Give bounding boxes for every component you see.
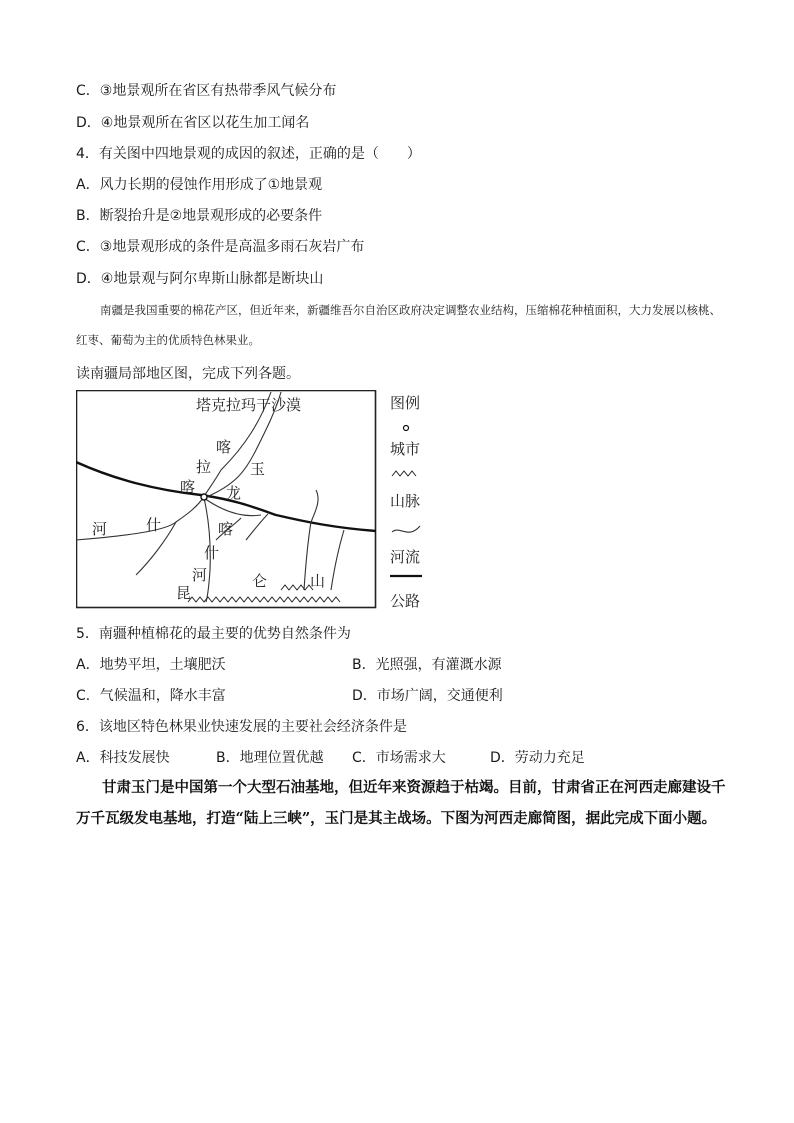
q5-stem: 5．南疆种植棉花的最主要的优势自然条件为 (76, 626, 351, 642)
q4-option-a: A．风力长期的侵蚀作用形成了①地景观 (76, 177, 323, 193)
label-shi-2: 什 (204, 544, 220, 562)
river-far-east (331, 530, 344, 590)
legend-mountain-label: 山脉 (390, 492, 421, 510)
q4-option-c: C．③地景观形成的条件是高温多雨石灰岩广布 (76, 239, 365, 255)
passage-yumen: 甘肃玉门是中国第一个大型石油基地，但近年来资源趋于枯竭。目前，甘肃省正在河西走廊建设千万千瓦级发电基地，打造“陆上三峡”，玉门是其主战场。下图为河西走廊简图，据此完成下面小题。 (76, 779, 726, 827)
label-kun: 昆 (176, 584, 192, 602)
legend-title: 图例 (390, 394, 421, 412)
legend-city-icon (404, 426, 409, 431)
q6-option-b: B．地理位置优越 (216, 750, 324, 766)
q5-option-a: A．地势平坦，土壤肥沃 (76, 657, 226, 673)
label-ka-3: 喀 (218, 520, 234, 538)
q6-stem: 6．该地区特色林果业快速发展的主要社会经济条件是 (76, 719, 407, 735)
label-long: 龙 (226, 484, 242, 502)
label-lun: 仑 (252, 572, 268, 590)
label-shan: 山 (310, 572, 326, 590)
legend-river-label: 河流 (390, 548, 421, 566)
river-branch3 (246, 514, 268, 540)
south-xinjiang-map (76, 390, 436, 612)
city-kashi-marker (201, 494, 207, 500)
legend-city-label: 城市 (390, 440, 421, 458)
map-title: 塔克拉玛干沙漠 (196, 396, 302, 414)
passage-cotton: 南疆是我国重要的棉花产区，但近年来，新疆维吾尔自治区政府决定调整农业结构，压缩棉花种植面积，大力发展以核桃、红枣、葡萄为主的优质特色林果业。 (76, 303, 721, 347)
legend-river-icon (392, 526, 420, 532)
label-he-2: 河 (192, 566, 208, 584)
label-he-1: 河 (92, 520, 108, 538)
q6-option-d: D．劳动力充足 (490, 750, 585, 766)
label-shi-1: 什 (146, 516, 162, 534)
legend-mountain-icon (392, 471, 416, 476)
map-intro: 读南疆局部地区图，完成下列各题。 (76, 366, 300, 382)
label-ka-1: 喀 (216, 438, 232, 456)
q6-option-c: C．市场需求大 (352, 750, 446, 766)
q5-option-b: B．光照强，有灌溉水源 (352, 657, 502, 673)
q5-option-c: C．气候温和，降水丰富 (76, 688, 226, 704)
q5-option-d: D．市场广阔，交通便利 (352, 688, 503, 704)
q3-option-d: D．④地景观所在省区以花生加工闻名 (76, 115, 310, 131)
q6-option-a: A．科技发展快 (76, 750, 170, 766)
q3-option-c: C．③地景观所在省区有热带季风气候分布 (76, 83, 337, 99)
legend-road-label: 公路 (390, 592, 421, 610)
label-la: 拉 (196, 458, 212, 476)
q4-option-d: D．④地景观与阿尔卑斯山脉都是断块山 (76, 271, 324, 287)
q4-option-b: B．断裂抬升是②地景观形成的必要条件 (76, 208, 323, 224)
label-yu: 玉 (250, 460, 266, 478)
label-ka-2: 喀 (180, 478, 196, 496)
river-east-upper (311, 490, 318, 522)
q4-stem: 4．有关图中四地景观的成因的叙述，正确的是（ ） (76, 146, 421, 162)
